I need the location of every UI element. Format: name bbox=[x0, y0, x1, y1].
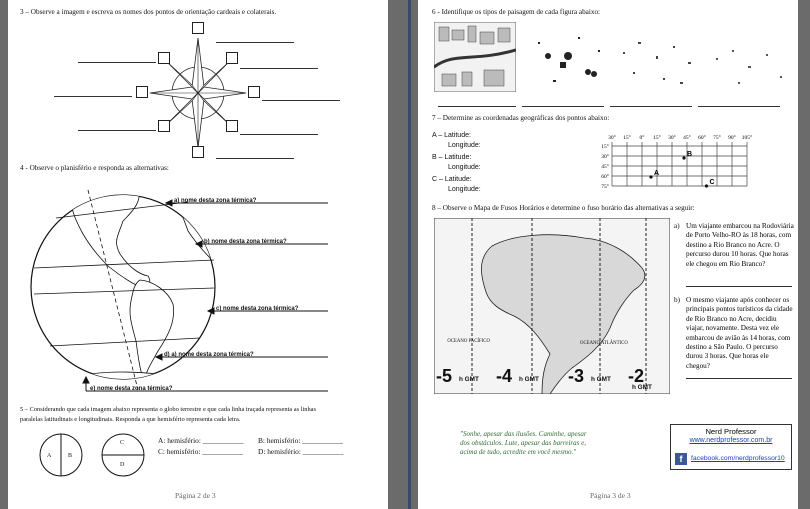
facebook-icon: f bbox=[675, 453, 687, 465]
zone-label-d: d) a) nome desta zona térmica? bbox=[164, 352, 254, 358]
gmt-label-4: -4 bbox=[496, 366, 513, 386]
hgmt-label-4: h GMT bbox=[519, 376, 539, 383]
facebook-link[interactable]: facebook.com/nerdprofessor10 bbox=[691, 455, 785, 462]
q5-title-1: 5 – Considerando que cada imagem abaixo representa o globo terrestre e que cada linha traçada representa as linhas bbox=[20, 406, 316, 413]
page-3 bbox=[418, 0, 798, 509]
grid-col-header: 15° bbox=[623, 135, 631, 141]
item-a-text: Um viajante embarcou na Rodoviária de Porto Velho-RO às 18 horas, com destino a Rio Branco no Acre. O percurso durou 10 horas. Que horas ele chegou em Rio Branco? bbox=[686, 222, 794, 268]
q7-title: 7 – Determine as coordenadas geográficas dos pontos abaixo: bbox=[432, 114, 610, 122]
landscape-photo-3 bbox=[618, 22, 700, 92]
landscape-photo-4 bbox=[708, 22, 790, 92]
q6-title: 6 - Identifique os tipos de paisagem de cada figura abaixo: bbox=[432, 8, 601, 16]
globe2-letter-d: D bbox=[120, 462, 125, 468]
grid-point-b bbox=[682, 156, 685, 159]
answer-line[interactable] bbox=[610, 106, 692, 107]
globe-diagram-1 bbox=[38, 432, 84, 478]
page-footer: Página 2 de 3 bbox=[175, 491, 216, 500]
point-a-label: A – Latitude: bbox=[432, 132, 471, 139]
hgmt-label-3: h GMT bbox=[591, 376, 611, 383]
promo-url[interactable]: www.nerdprofessor.com.br bbox=[689, 437, 773, 444]
point-b-label: B – Latitude: bbox=[432, 154, 472, 161]
ocean-pacific: OCEANO PACÍFICO bbox=[447, 338, 490, 344]
motivational-quote: "Sonhe, apesar das ilusões. Caminhe, apesar dos obstáculos. Lute, apesar das barreiras e, acima de tudo, acredite em você mesmo." bbox=[460, 430, 587, 456]
answer-a: A: hemisfério: ___________ bbox=[158, 436, 244, 445]
point-b-sub: Longitude: bbox=[448, 164, 481, 171]
zone-label-e: e) nome desta zona térmica? bbox=[90, 386, 173, 392]
grid-row-header: 30° bbox=[601, 154, 609, 160]
coordinate-grid bbox=[590, 132, 790, 194]
answer-line-a[interactable] bbox=[686, 286, 792, 287]
zone-label-b: b) nome desta zona térmica? bbox=[204, 239, 287, 245]
grid-col-header: 105° bbox=[741, 135, 753, 141]
q4-title: 4 - Observe o planisfério e responda as alternativas: bbox=[20, 164, 169, 172]
answer-line[interactable] bbox=[522, 106, 604, 107]
grid-col-header: 90° bbox=[728, 135, 736, 141]
grid-col-header: 45° bbox=[683, 135, 691, 141]
point-c-sub: Longitude: bbox=[448, 186, 481, 193]
answer-d: D: hemisfério: ___________ bbox=[258, 447, 344, 456]
grid-col-header: 30° bbox=[668, 135, 676, 141]
answer-c: C: hemisfério: ___________ bbox=[158, 447, 243, 456]
page-divider bbox=[408, 0, 411, 509]
globe2-letter-c: C bbox=[120, 440, 125, 446]
hgmt-label-5: h GMT bbox=[459, 376, 479, 383]
item-a-marker: a) bbox=[674, 222, 680, 230]
promo-box bbox=[670, 424, 792, 470]
grid-col-header: 30° bbox=[608, 135, 616, 141]
page-2 bbox=[8, 0, 388, 509]
grid-col-header: 75° bbox=[713, 135, 721, 141]
promo-title: Nerd Professor bbox=[705, 427, 757, 436]
grid-row-header: 45° bbox=[601, 164, 609, 170]
point-a-sub: Longitude: bbox=[448, 142, 481, 149]
q5-title-2: paralelas latitudinais e longitudinais. Responda a que hemisfério representa cada letra. bbox=[20, 416, 241, 423]
answer-line[interactable] bbox=[698, 106, 780, 107]
grid-col-header: 60° bbox=[698, 135, 706, 141]
ocean-atlantic: OCEANO ATLÂNTICO bbox=[579, 340, 628, 346]
item-b-text: O mesmo viajante após conhecer os principais pontos turísticos da cidade de Rio Branco no Acre, decidiu viajar, novamente. Desta vez ele embarcou de avião às 14 horas, com destino a São Paulo. O percurso durou 3 horas. Que horas ele chegou? bbox=[686, 296, 793, 370]
grid-row-header: 60° bbox=[601, 174, 609, 180]
item-b-marker: b) bbox=[674, 296, 680, 304]
landscape-photo-2 bbox=[528, 22, 610, 92]
globe1-letter-b: B bbox=[68, 453, 73, 459]
grid-point-a bbox=[649, 175, 652, 178]
grid-col-header: 15° bbox=[653, 135, 661, 141]
gmt-label-2: -2 bbox=[628, 366, 645, 386]
hgmt-label-2: h GMT bbox=[632, 384, 652, 391]
globe-diagram-2 bbox=[100, 432, 146, 478]
grid-row-header: 75° bbox=[601, 184, 609, 190]
gmt-label-5: -5 bbox=[436, 366, 453, 386]
zone-label-a: a) nome desta zona térmica? bbox=[174, 198, 257, 204]
gmt-label-3: -3 bbox=[568, 366, 585, 386]
grid-point-c bbox=[705, 184, 708, 187]
answer-b: B: hemisfério: ___________ bbox=[258, 436, 343, 445]
grid-col-header: 0° bbox=[639, 135, 645, 141]
globe1-letter-a: A bbox=[47, 453, 52, 459]
point-c-label: C – Latitude: bbox=[432, 176, 472, 183]
landscape-photo-1 bbox=[434, 22, 516, 92]
grid-point-label: B bbox=[687, 151, 693, 158]
grid-point-label: C bbox=[709, 179, 715, 186]
answer-line[interactable] bbox=[438, 106, 516, 107]
page-footer: Página 3 de 3 bbox=[590, 491, 631, 500]
grid-row-header: 15° bbox=[601, 144, 609, 150]
grid-point-label: A bbox=[654, 170, 660, 177]
q3-title: 3 – Observe a imagem e escreva os nomes dos pontos de orientação cardeais e colaterais. bbox=[20, 8, 277, 16]
q8-title: 8 – Observe o Mapa de Fusos Horários e determine o fuso horário das alternativas a seguir: bbox=[432, 204, 695, 212]
zone-label-c: c) nome desta zona térmica? bbox=[216, 306, 299, 312]
answer-line-b[interactable] bbox=[686, 378, 792, 379]
